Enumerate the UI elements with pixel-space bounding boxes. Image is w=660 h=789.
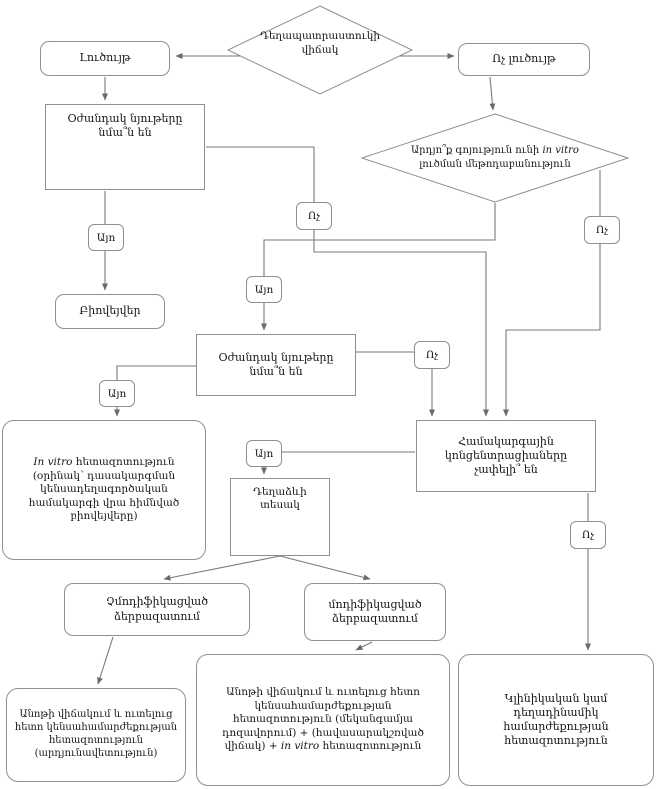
label-line: համակարգի վրա հիմնված — [28, 496, 180, 509]
label-line: կենսադեղագործական — [40, 483, 168, 496]
product-state-label — [245, 29, 395, 57]
node-biowaiver — [55, 294, 165, 329]
node-invitro-study — [2, 420, 206, 560]
label-line: ձերբազատում — [114, 609, 200, 623]
label-line: մոդիֆիկացված — [328, 597, 422, 611]
arrow-unmodified-to-study — [98, 637, 113, 684]
label-line: Անոթի վիճակում և ուտելուց — [19, 709, 173, 721]
yes-badge-1: Այո — [88, 224, 124, 251]
label-line: համարժեքության — [503, 720, 609, 733]
node-clinical-equivalence — [458, 654, 654, 786]
dissolution-label — [373, 144, 617, 171]
node-modified-release — [304, 583, 446, 641]
node-systemic-concentrations — [416, 420, 596, 492]
no-badge-1: Ոչ — [296, 202, 332, 230]
arrow-modified-to-study — [356, 642, 372, 650]
node-excipients-question-2 — [196, 334, 356, 396]
label-line: դոզավորում) + (հավասարակշռված — [222, 726, 424, 739]
no-badge-4: Ոչ — [570, 521, 606, 549]
label-line: լուծման մեթոդաբանություն — [419, 158, 571, 170]
label-line: In vitro հետազոտություն — [33, 456, 175, 469]
label-line: դեղադինամիկ — [513, 705, 599, 719]
label-line: (արդյունավետություն) — [34, 747, 158, 759]
label-line: հետազոտություն (մեկանգամյա — [232, 713, 414, 726]
label-line: չափելի՞ են — [474, 463, 538, 477]
arrow-dosage-to-modified — [280, 556, 370, 579]
label-line: կոնցենտրացիաները — [444, 448, 568, 462]
label-line: հետազոտություն — [48, 735, 144, 746]
label-line: Համակարգային — [458, 434, 554, 448]
label-line: Չմոդիֆիկացված — [105, 595, 209, 609]
no-badge-2: Ոչ — [584, 216, 620, 244]
node-solution — [40, 41, 170, 76]
label-line: Լուծույթ — [79, 51, 131, 65]
label-line: Կլինիկական կամ — [504, 691, 608, 705]
label-line: կենսահամարժեքության — [254, 699, 392, 712]
label-line: Բիովեյվեր — [79, 304, 141, 318]
label-line: վիճակ — [301, 44, 339, 57]
label-line: նմա՞ն են — [98, 126, 152, 140]
node-be-study-single-steady — [196, 654, 450, 786]
label-line: նմա՞ն են — [249, 365, 303, 378]
node-excipients-question-1 — [45, 104, 205, 190]
node-unmodified-release — [64, 583, 250, 636]
no-badge-3: Ոչ — [414, 341, 450, 369]
label-line: Արդյո՞ք գոյություն ունի in vitro — [411, 145, 579, 156]
label-line: հետազոտություն — [504, 734, 608, 748]
node-dosage-form — [230, 478, 330, 556]
label-line: Անոթի վիճակում և ուտելուց հետո — [226, 686, 420, 699]
label-line: (օրինակ՝ դասակարգման — [32, 469, 176, 482]
label-line: Ոչ լուծույթ — [492, 52, 556, 66]
node-non-solution — [458, 43, 590, 76]
label-line: Դեղապատրաստուկի — [259, 30, 381, 42]
arrow-systemic-yes-dosageform — [264, 452, 415, 474]
label-line: վիճակ) + in vitro հետազոտություն — [224, 740, 422, 753]
yes-badge-2: Այո — [246, 276, 282, 303]
label-line: ձերբազատում — [332, 612, 418, 625]
yes-badge-4: Այո — [246, 440, 282, 467]
label-line: հետո կենսահամարժեքության — [14, 722, 178, 734]
yes-badge-3: Այո — [99, 380, 135, 407]
arrow-dissolution-no-systemic — [506, 170, 600, 416]
label-line: Դեղաձևի տեսակ — [253, 486, 307, 512]
label-line: բիովեյվերը) — [70, 510, 138, 523]
label-line: Օժանդակ նյութերը — [218, 350, 334, 364]
label-line: Օժանդակ նյութերը — [67, 112, 183, 125]
node-be-study-fasting-fed — [6, 688, 186, 782]
arrow-nonsolution-to-dissolution — [490, 77, 493, 110]
